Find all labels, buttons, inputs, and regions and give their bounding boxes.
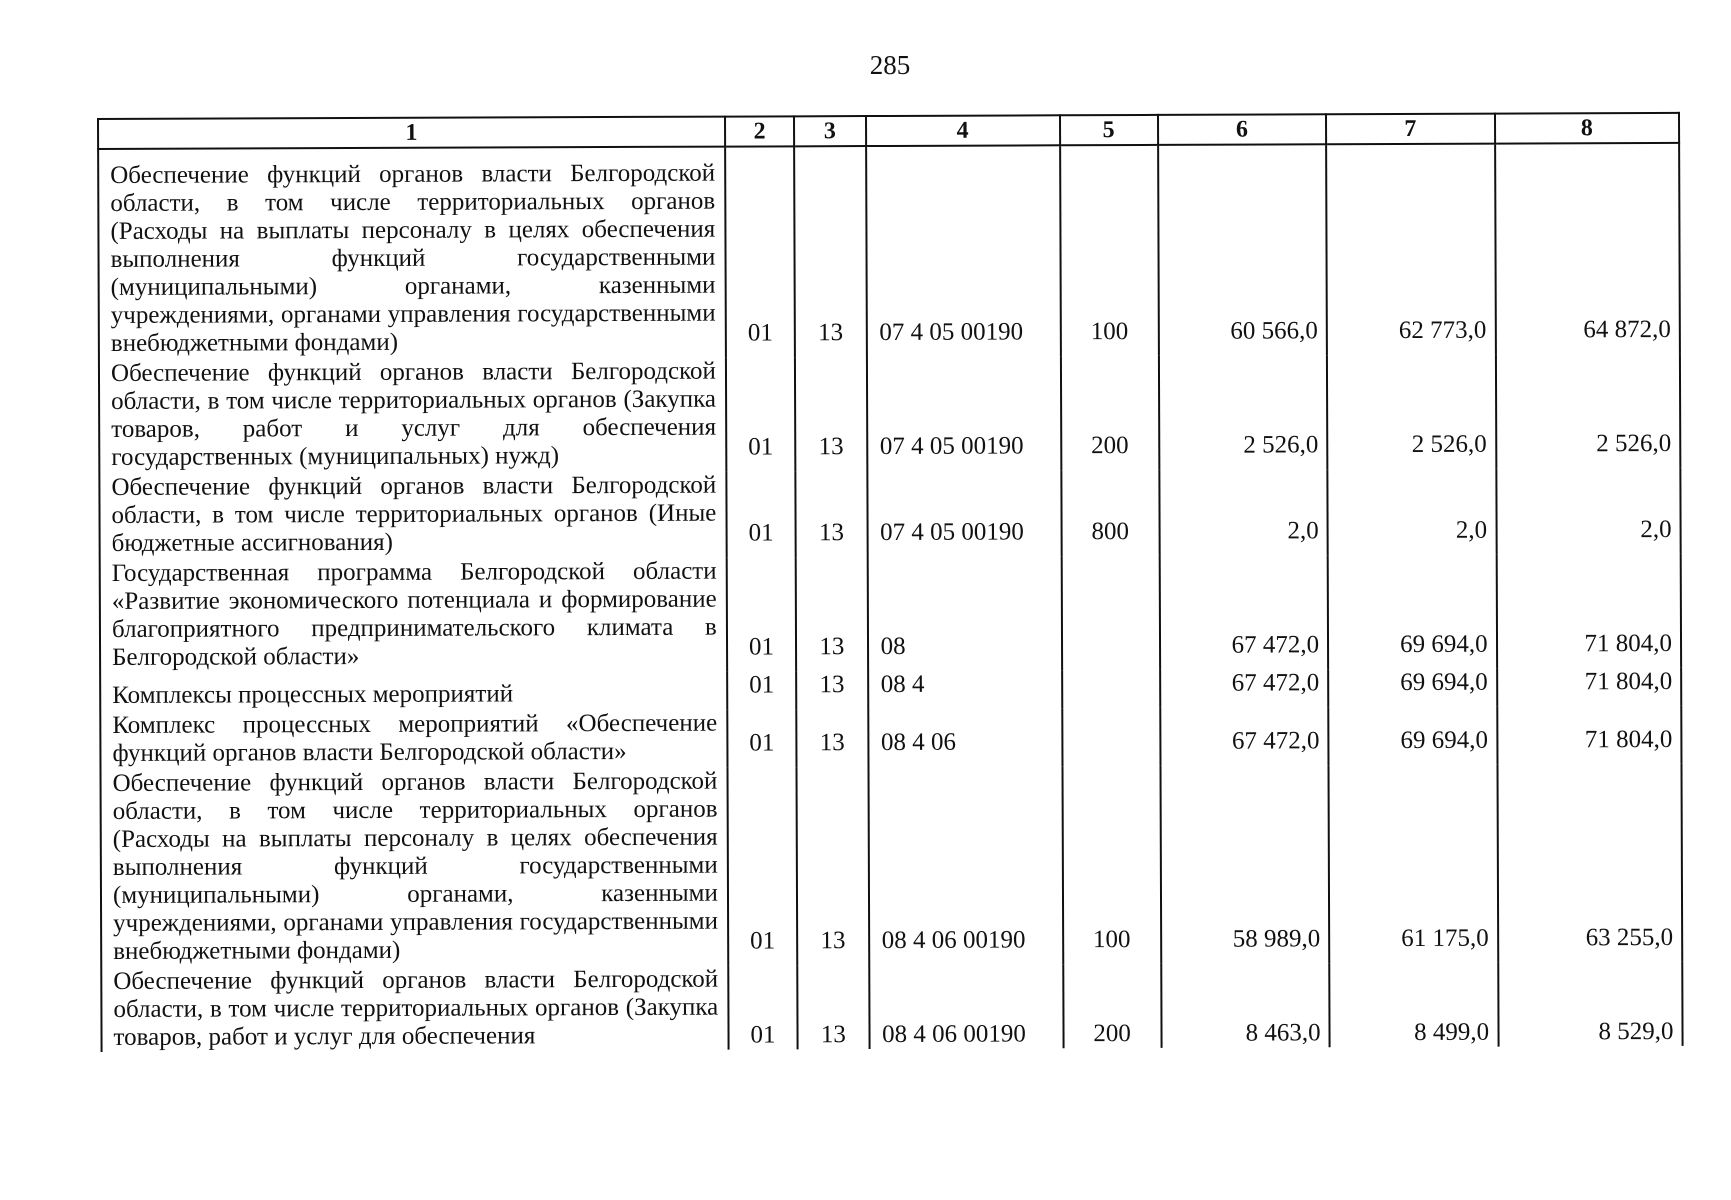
cell-expense-type: 100: [1060, 145, 1159, 356]
cell-amount-8: 8 529,0: [1498, 962, 1683, 1047]
row-name: Обеспечение функций органов власти Белгородской области, в том числе территориальных органов (Закупка товаров, работ и услуг для обеспечения государственных (муниципальных) нужд): [99, 358, 726, 474]
cell-target-article: 07 4 05 00190: [866, 145, 1061, 357]
cell-amount-7: 61 175,0: [1329, 765, 1498, 964]
cell-section: 01: [725, 146, 795, 357]
row-name: Обеспечение функций органов власти Белгородской области, в том числе территориальных органов (Расходы на выплаты персоналу в целях обеспечения выполнения функций государственными (муниципальными) органами, казенными учреждениями, органами управления государственными внебюджетными фондами): [98, 147, 726, 360]
cell-section: 01: [726, 471, 796, 557]
table-row: [99, 468, 1680, 560]
cell-section: 01: [728, 965, 798, 1049]
cell-amount-8: 63 255,0: [1497, 764, 1682, 963]
cell-amount-8: 2 526,0: [1495, 354, 1680, 469]
table-row: [99, 354, 1680, 474]
cell-subsection: 13: [796, 557, 868, 671]
cell-amount-8: 64 872,0: [1495, 143, 1680, 355]
header-cell: 8: [1495, 113, 1680, 144]
cell-amount-8: 71 804,0: [1497, 706, 1682, 765]
cell-target-article: 07 4 05 00190: [866, 356, 1060, 471]
cell-amount-6: 2,0: [1159, 469, 1328, 556]
row-name: Комплекс процессных мероприятий «Обеспечение функций органов власти Белгородской области»: [100, 710, 727, 770]
cell-target-article: 08: [867, 556, 1061, 671]
cell-amount-7: 69 694,0: [1328, 669, 1497, 708]
cell-amount-7: 2,0: [1327, 469, 1496, 556]
cell-section: 01: [727, 557, 797, 671]
table-row: [98, 143, 1680, 360]
cell-amount-7: 69 694,0: [1328, 707, 1497, 766]
cell-section: 01: [727, 767, 797, 965]
cell-target-article: 08 4 06 00190: [868, 766, 1063, 965]
budget-table-container: [97, 112, 1684, 1052]
cell-amount-6: 60 566,0: [1158, 144, 1327, 356]
table-row: [101, 962, 1682, 1052]
cell-expense-type: 100: [1062, 766, 1161, 964]
cell-amount-8: 71 804,0: [1497, 668, 1682, 707]
header-cell: 2: [725, 116, 794, 146]
budget-table: [97, 112, 1684, 1052]
header-cell: 7: [1326, 114, 1495, 145]
cell-amount-6: 8 463,0: [1161, 963, 1330, 1048]
row-name: Комплексы процессных мероприятий: [100, 672, 727, 712]
header-cell: 1: [98, 117, 725, 149]
row-name: Обеспечение функций органов власти Белгородской области, в том числе территориальных органов (Иные бюджетные ассигнования): [99, 472, 726, 560]
cell-subsection: 13: [796, 671, 868, 709]
cell-section: 01: [727, 709, 797, 767]
row-name: Государственная программа Белгородской области «Развитие экономического потенциала и формирование благоприятного предпринимательского климата в Белгородской области»: [100, 558, 727, 674]
cell-target-article: 08 4: [868, 670, 1062, 709]
cell-expense-type: 800: [1061, 470, 1159, 556]
cell-amount-6: 67 472,0: [1160, 707, 1329, 766]
cell-section: 01: [726, 357, 796, 471]
cell-subsection: 13: [797, 965, 869, 1049]
cell-expense-type: [1062, 670, 1160, 708]
header-cell: 3: [794, 116, 866, 146]
cell-subsection: 13: [795, 357, 867, 471]
header-cell: 5: [1060, 115, 1158, 145]
cell-subsection: 13: [794, 146, 866, 357]
cell-subsection: 13: [795, 471, 867, 557]
cell-amount-7: 8 499,0: [1329, 963, 1498, 1048]
cell-expense-type: 200: [1063, 964, 1161, 1048]
row-name: Обеспечение функций органов власти Белгородской области, в том числе территориальных органов (Расходы на выплаты персоналу в целях обеспечения выполнения функций государственными (муниципальными) органами, казенными учреждениями, органами управления государственными внебюджетными фондами): [101, 768, 729, 968]
cell-expense-type: [1062, 708, 1160, 766]
cell-expense-type: 200: [1060, 356, 1159, 470]
cell-subsection: 13: [797, 767, 869, 965]
cell-target-article: 08 4 06: [868, 708, 1062, 767]
cell-amount-6: 67 472,0: [1160, 669, 1329, 708]
header-cell: 4: [866, 115, 1060, 146]
table-row: [100, 706, 1681, 770]
cell-amount-8: 71 804,0: [1496, 554, 1681, 669]
cell-amount-6: 58 989,0: [1160, 765, 1329, 964]
cell-target-article: 08 4 06 00190: [869, 964, 1063, 1049]
cell-amount-6: 67 472,0: [1159, 555, 1328, 670]
table-row: [100, 668, 1681, 712]
row-name: Обеспечение функций органов власти Белгородской области, в том числе территориальных органов (Закупка товаров, работ и услуг для обеспечения: [101, 966, 728, 1052]
cell-section: 01: [727, 671, 796, 709]
page-number: 285: [869, 50, 911, 80]
cell-amount-7: 69 694,0: [1328, 555, 1497, 670]
cell-amount-8: 2,0: [1496, 468, 1681, 555]
cell-target-article: 07 4 05 00190: [867, 470, 1061, 557]
cell-expense-type: [1061, 556, 1160, 670]
header-cell: 6: [1158, 114, 1327, 145]
cell-amount-7: 2 526,0: [1327, 355, 1496, 470]
cell-amount-7: 62 773,0: [1326, 144, 1495, 356]
table-row: [101, 764, 1683, 968]
table-row: [100, 554, 1681, 674]
cell-amount-6: 2 526,0: [1159, 355, 1328, 470]
cell-subsection: 13: [796, 709, 868, 767]
